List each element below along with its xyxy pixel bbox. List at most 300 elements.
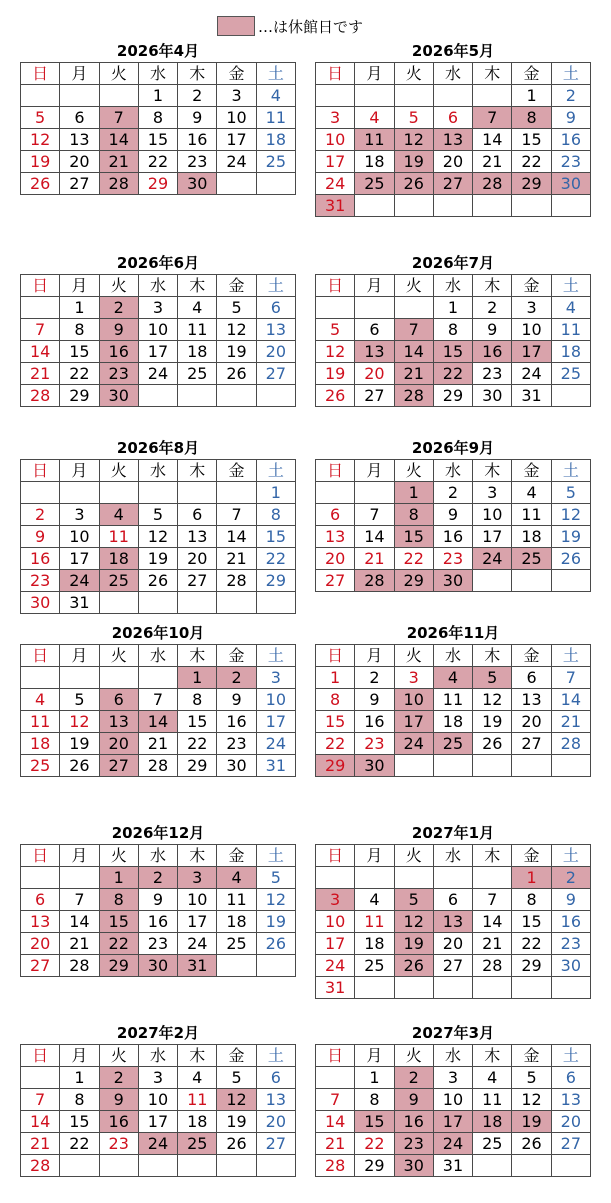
closed-day-cell: 28 [355,570,394,592]
day-cell: 6 [433,889,472,911]
week-row [316,711,591,733]
closed-day-cell: 12 [217,1089,256,1111]
weekday-header: 月 [355,63,394,85]
closed-day-cell: 16 [473,341,512,363]
week-row [21,1133,296,1155]
closed-day-cell: 16 [394,1111,433,1133]
week-row [21,385,296,407]
day-cell: 31 [316,977,355,999]
empty-cell [355,85,394,107]
weekday-header: 木 [473,645,512,667]
weekday-header-row [316,460,591,482]
closed-day-cell: 22 [99,933,138,955]
day-cell: 28 [138,755,177,777]
week-row [21,755,296,777]
day-cell: 6 [178,504,217,526]
week-row [316,1133,591,1155]
day-cell: 4 [551,297,590,319]
day-cell: 21 [551,711,590,733]
weekday-header: 水 [433,63,472,85]
closed-day-cell: 1 [178,667,217,689]
day-cell: 6 [316,504,355,526]
closed-day-cell: 21 [99,151,138,173]
weekday-header: 水 [433,845,472,867]
day-cell: 5 [21,107,60,129]
weekday-header: 火 [394,63,433,85]
week-row [316,129,591,151]
day-cell: 10 [316,129,355,151]
empty-cell [178,592,217,614]
day-cell: 1 [512,85,551,107]
empty-cell [473,867,512,889]
day-cell: 17 [178,911,217,933]
closed-day-cell: 5 [394,889,433,911]
closed-day-cell: 13 [433,911,472,933]
weekday-header: 金 [512,1045,551,1067]
day-cell: 25 [473,1133,512,1155]
day-cell: 8 [60,1089,99,1111]
day-cell: 25 [21,755,60,777]
day-cell: 11 [551,319,590,341]
weekday-header: 金 [217,63,256,85]
day-cell: 15 [60,1111,99,1133]
week-row [316,482,591,504]
closed-day-cell: 7 [394,319,433,341]
empty-cell [217,482,256,504]
empty-cell [316,1067,355,1089]
closed-day-cell: 2 [99,297,138,319]
day-cell: 24 [217,151,256,173]
weekday-header: 火 [394,845,433,867]
weekday-header: 金 [217,1045,256,1067]
empty-cell [60,867,99,889]
day-cell: 21 [21,363,60,385]
month-table [315,459,591,592]
day-cell: 3 [512,297,551,319]
day-cell: 17 [316,151,355,173]
day-cell: 8 [433,319,472,341]
day-cell: 22 [178,733,217,755]
weekday-header: 月 [355,275,394,297]
day-cell: 16 [178,129,217,151]
empty-cell [394,977,433,999]
closed-day-cell: 13 [99,711,138,733]
weekday-header-row [21,1045,296,1067]
empty-cell [473,977,512,999]
closed-day-cell: 15 [394,526,433,548]
weekday-header: 月 [355,1045,394,1067]
empty-cell [217,592,256,614]
day-cell: 10 [60,526,99,548]
day-cell: 9 [433,504,472,526]
weekday-header: 土 [551,845,590,867]
closed-day-cell: 24 [60,570,99,592]
closed-day-cell: 30 [394,1155,433,1177]
day-cell: 2 [433,482,472,504]
day-cell: 13 [178,526,217,548]
day-cell: 4 [473,1067,512,1089]
closed-day-cell: 24 [473,548,512,570]
empty-cell [473,195,512,217]
day-cell: 6 [512,667,551,689]
day-cell: 8 [178,689,217,711]
day-cell: 2 [355,667,394,689]
day-cell: 20 [60,151,99,173]
day-cell: 10 [178,889,217,911]
weekday-header: 月 [60,275,99,297]
day-cell: 18 [355,151,394,173]
day-cell: 29 [355,1155,394,1177]
month-calendar [20,252,296,407]
empty-cell [138,482,177,504]
closed-day-cell: 14 [394,341,433,363]
closed-day-cell: 30 [551,173,590,195]
day-cell: 1 [355,1067,394,1089]
day-cell: 17 [473,526,512,548]
empty-cell [138,592,177,614]
day-cell: 23 [433,548,472,570]
week-row [21,363,296,385]
day-cell: 11 [256,107,295,129]
day-cell: 7 [355,504,394,526]
day-cell: 14 [551,689,590,711]
day-cell: 20 [178,548,217,570]
day-cell: 27 [316,570,355,592]
day-cell: 13 [21,911,60,933]
weekday-header: 木 [178,645,217,667]
weekday-header: 土 [551,645,590,667]
day-cell: 27 [256,363,295,385]
day-cell: 9 [178,107,217,129]
weekday-header: 日 [316,275,355,297]
closed-day-cell: 1 [394,482,433,504]
day-cell: 15 [316,711,355,733]
day-cell: 10 [138,319,177,341]
weekday-header: 月 [60,645,99,667]
month-title: 2026年4月 [116,42,200,60]
empty-cell [99,482,138,504]
closed-day-cell: 25 [355,173,394,195]
day-cell: 8 [316,689,355,711]
weekday-header: 水 [433,1045,472,1067]
empty-cell [60,85,99,107]
closed-day-cell: 25 [433,733,472,755]
day-cell: 22 [316,733,355,755]
week-row [316,173,591,195]
week-row [316,195,591,217]
weekday-header: 金 [512,845,551,867]
day-cell: 17 [138,341,177,363]
empty-cell [138,385,177,407]
day-cell: 21 [138,733,177,755]
day-cell: 9 [355,689,394,711]
weekday-header: 日 [316,63,355,85]
weekday-header-row [316,63,591,85]
day-cell: 9 [21,526,60,548]
day-cell: 21 [473,151,512,173]
empty-cell [551,195,590,217]
empty-cell [138,1155,177,1177]
empty-cell [60,667,99,689]
day-cell: 16 [21,548,60,570]
closed-day-cell: 16 [99,341,138,363]
closed-day-cell: 3 [316,889,355,911]
closed-day-cell: 7 [99,107,138,129]
closed-day-cell: 12 [394,129,433,151]
closed-day-cell: 6 [99,689,138,711]
week-row [21,129,296,151]
day-cell: 4 [178,1067,217,1089]
day-cell: 16 [551,129,590,151]
day-cell: 3 [138,1067,177,1089]
day-cell: 22 [512,933,551,955]
empty-cell [512,977,551,999]
week-row [316,733,591,755]
closed-day-cell: 24 [394,733,433,755]
closed-day-cell: 19 [394,151,433,173]
weekday-header: 水 [138,845,177,867]
month-table [315,644,591,777]
week-row [21,733,296,755]
month-title: 2027年2月 [116,1024,200,1042]
empty-cell [256,1155,295,1177]
day-cell: 16 [138,911,177,933]
week-row [21,482,296,504]
closed-day-cell: 20 [99,733,138,755]
empty-cell [316,297,355,319]
month-title: 2026年9月 [411,439,495,457]
weekday-header: 土 [551,460,590,482]
day-cell: 6 [256,1067,295,1089]
closed-day-cell: 25 [512,548,551,570]
weekday-header: 火 [99,460,138,482]
day-cell: 28 [316,1155,355,1177]
day-cell: 27 [21,955,60,977]
month-calendar [315,40,591,217]
weekday-header: 木 [473,1045,512,1067]
week-row [21,911,296,933]
day-cell: 11 [178,319,217,341]
weekday-header: 土 [256,275,295,297]
month-table [20,62,296,195]
day-cell: 21 [355,548,394,570]
weekday-header: 木 [178,1045,217,1067]
day-cell: 4 [178,297,217,319]
week-row [21,867,296,889]
weekday-header: 水 [138,63,177,85]
month-title: 2027年1月 [411,824,495,842]
empty-cell [433,195,472,217]
closed-day-cell: 2 [551,867,590,889]
day-cell: 4 [355,107,394,129]
month-calendar [20,40,296,195]
day-cell: 25 [217,933,256,955]
day-cell: 10 [433,1089,472,1111]
empty-cell [217,173,256,195]
month-calendar [315,1022,591,1177]
day-cell: 23 [355,733,394,755]
day-cell: 29 [138,173,177,195]
closed-day-cell: 25 [178,1133,217,1155]
day-cell: 26 [512,1133,551,1155]
weekday-header: 日 [21,460,60,482]
weekday-header: 月 [60,845,99,867]
day-cell: 30 [551,955,590,977]
day-cell: 23 [99,1133,138,1155]
weekday-header-row [21,845,296,867]
week-row [316,955,591,977]
day-cell: 27 [433,955,472,977]
weekday-header: 日 [316,845,355,867]
day-cell: 7 [217,504,256,526]
day-cell: 11 [473,1089,512,1111]
day-cell: 5 [551,482,590,504]
closed-day-cell: 27 [433,173,472,195]
month-title: 2026年12月 [111,824,205,842]
day-cell: 31 [433,1155,472,1177]
closed-day-cell: 15 [355,1111,394,1133]
closed-day-cell: 18 [99,548,138,570]
month-calendar [315,622,591,777]
empty-cell [217,955,256,977]
day-cell: 27 [355,385,394,407]
day-cell: 20 [355,363,394,385]
week-row [316,319,591,341]
weekday-header: 火 [394,645,433,667]
week-row [21,85,296,107]
week-row [316,755,591,777]
day-cell: 7 [21,1089,60,1111]
week-row [316,1155,591,1177]
day-cell: 23 [178,151,217,173]
weekday-header: 火 [99,845,138,867]
empty-cell [316,482,355,504]
empty-cell [316,85,355,107]
week-row [21,548,296,570]
day-cell: 21 [473,933,512,955]
closed-day-cell: 14 [99,129,138,151]
weekday-header: 日 [316,645,355,667]
week-row [21,667,296,689]
empty-cell [473,755,512,777]
weekday-header: 火 [99,645,138,667]
day-cell: 19 [60,733,99,755]
day-cell: 9 [551,889,590,911]
day-cell: 3 [394,667,433,689]
day-cell: 19 [473,711,512,733]
day-cell: 2 [551,85,590,107]
closed-day-cell: 9 [394,1089,433,1111]
day-cell: 24 [138,363,177,385]
weekday-header: 月 [60,1045,99,1067]
weekday-header: 水 [138,275,177,297]
day-cell: 22 [355,1133,394,1155]
weekday-header: 日 [316,1045,355,1067]
day-cell: 25 [355,955,394,977]
day-cell: 16 [217,711,256,733]
day-cell: 3 [256,667,295,689]
closed-day-cell: 16 [99,1111,138,1133]
empty-cell [394,85,433,107]
week-row [21,297,296,319]
closed-day-cell: 31 [316,195,355,217]
day-cell: 26 [217,363,256,385]
week-row [316,867,591,889]
weekday-header: 土 [551,275,590,297]
empty-cell [512,755,551,777]
day-cell: 11 [217,889,256,911]
day-cell: 12 [473,689,512,711]
day-cell: 5 [512,1067,551,1089]
day-cell: 10 [512,319,551,341]
month-table [315,274,591,407]
week-row [21,711,296,733]
month-title: 2026年7月 [411,254,495,272]
month-calendar [315,252,591,407]
day-cell: 7 [21,319,60,341]
day-cell: 21 [316,1133,355,1155]
day-cell: 3 [433,1067,472,1089]
weekday-header: 土 [551,63,590,85]
day-cell: 25 [551,363,590,385]
closed-day-cell: 22 [433,363,472,385]
closed-day-cell: 4 [99,504,138,526]
weekday-header: 金 [217,845,256,867]
weekday-header: 火 [99,275,138,297]
day-cell: 8 [512,889,551,911]
week-row [21,592,296,614]
day-cell: 24 [316,173,355,195]
closed-day-cell: 30 [355,755,394,777]
day-cell: 29 [256,570,295,592]
closed-day-cell: 24 [433,1133,472,1155]
weekday-header-row [21,460,296,482]
closed-day-cell: 29 [99,955,138,977]
month-title: 2026年11月 [406,624,500,642]
weekday-header: 水 [138,1045,177,1067]
day-cell: 22 [512,151,551,173]
day-cell: 12 [138,526,177,548]
empty-cell [512,1155,551,1177]
day-cell: 12 [316,341,355,363]
closed-day-cell: 19 [394,933,433,955]
empty-cell [99,592,138,614]
empty-cell [473,570,512,592]
closed-day-cell: 30 [99,385,138,407]
day-cell: 10 [217,107,256,129]
week-row [21,570,296,592]
day-cell: 17 [316,933,355,955]
day-cell: 13 [256,1089,295,1111]
weekday-header: 金 [217,645,256,667]
day-cell: 21 [21,1133,60,1155]
month-table [315,1044,591,1177]
day-cell: 3 [217,85,256,107]
day-cell: 6 [355,319,394,341]
empty-cell [99,1155,138,1177]
day-cell: 20 [21,933,60,955]
day-cell: 23 [217,733,256,755]
empty-cell [433,977,472,999]
day-cell: 28 [551,733,590,755]
day-cell: 15 [138,129,177,151]
day-cell: 26 [138,570,177,592]
weekday-header: 木 [178,460,217,482]
day-cell: 6 [551,1067,590,1089]
day-cell: 14 [473,911,512,933]
empty-cell [256,385,295,407]
week-row [316,977,591,999]
